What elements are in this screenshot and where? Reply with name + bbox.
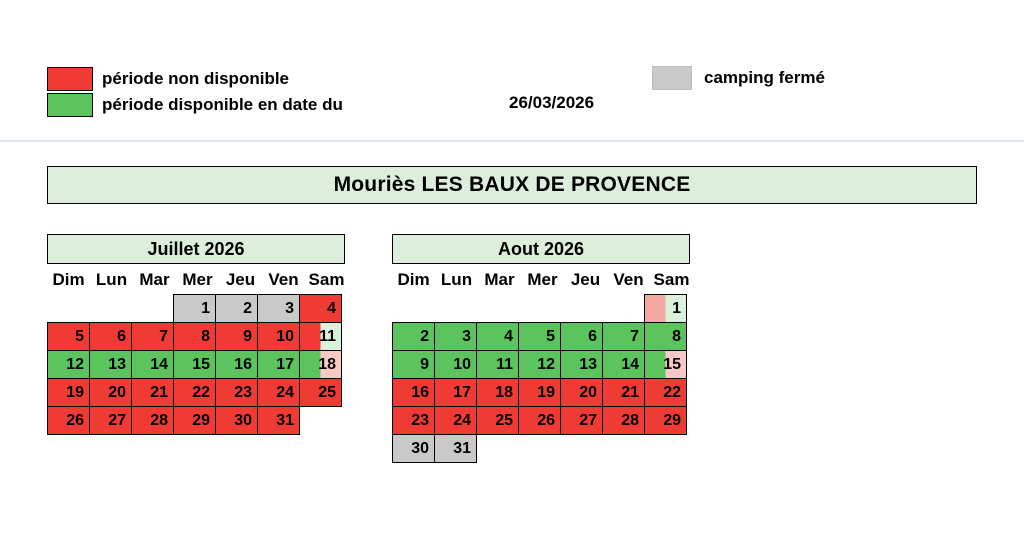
day-cell[interactable]: 14	[131, 350, 174, 379]
legend	[47, 66, 977, 118]
page-title: Mouriès LES BAUX DE PROVENCE	[333, 173, 691, 196]
month-calendar	[47, 234, 348, 462]
weekday-label: Lun	[95, 270, 128, 289]
day-cell[interactable]: 27	[89, 406, 132, 435]
day-cell[interactable]: 28	[602, 406, 645, 435]
day-cell[interactable]: 22	[644, 378, 687, 407]
day-cell[interactable]: 19	[518, 378, 561, 407]
weekday-header-row	[47, 270, 348, 290]
day-cell-empty	[476, 434, 519, 463]
legend-label-available: période disponible en date du	[102, 95, 343, 114]
week-row	[47, 406, 348, 434]
week-row	[392, 294, 693, 322]
day-cell[interactable]: 4	[299, 294, 342, 323]
week-row	[392, 434, 693, 462]
calendars-container	[47, 234, 693, 462]
day-cell[interactable]: 20	[560, 378, 603, 407]
week-row	[47, 294, 348, 322]
month-calendar	[392, 234, 693, 462]
weekday-label: Mar	[139, 270, 170, 289]
day-cell-empty	[560, 294, 603, 323]
week-row	[392, 406, 693, 434]
week-row	[47, 350, 348, 378]
weekday-label: Mar	[484, 270, 515, 289]
weekday-label: Dim	[52, 270, 85, 289]
day-cell[interactable]: 29	[173, 406, 216, 435]
day-cell[interactable]: 12	[47, 350, 90, 379]
day-cell-empty	[392, 294, 435, 323]
day-cell[interactable]: 3	[434, 322, 477, 351]
day-cell-empty	[644, 434, 687, 463]
legend-label-closed: camping fermé	[704, 68, 825, 87]
day-cell[interactable]: 21	[131, 378, 174, 407]
day-cell[interactable]: 25	[476, 406, 519, 435]
weekday-label: Ven	[268, 270, 299, 289]
legend-swatch-unavailable	[47, 67, 93, 91]
legend-reference-date: 26/03/2026	[509, 93, 595, 112]
day-cell[interactable]: 18	[299, 350, 342, 379]
weeks-grid	[47, 294, 348, 434]
legend-row-closed	[652, 66, 825, 90]
day-cell[interactable]: 27	[560, 406, 603, 435]
day-cell[interactable]: 12	[518, 350, 561, 379]
day-cell[interactable]: 20	[89, 378, 132, 407]
weekday-label: Sam	[308, 270, 345, 289]
legend-divider	[0, 140, 1024, 142]
day-cell[interactable]: 23	[392, 406, 435, 435]
day-cell[interactable]: 1	[173, 294, 216, 323]
day-cell[interactable]: 26	[47, 406, 90, 435]
day-cell[interactable]: 28	[131, 406, 174, 435]
day-cell[interactable]: 10	[257, 322, 300, 351]
weekday-header-row	[392, 270, 693, 290]
weeks-grid	[392, 294, 693, 462]
day-cell[interactable]: 2	[215, 294, 258, 323]
month-name: Juillet 2026	[147, 238, 245, 259]
day-cell[interactable]: 15	[173, 350, 216, 379]
day-cell[interactable]: 26	[518, 406, 561, 435]
weekday-label: Jeu	[570, 270, 601, 289]
week-row	[47, 322, 348, 350]
month-header	[47, 234, 345, 264]
day-cell[interactable]: 4	[476, 322, 519, 351]
day-cell[interactable]: 1	[644, 294, 687, 323]
day-cell[interactable]: 21	[602, 378, 645, 407]
day-cell-empty	[560, 434, 603, 463]
day-cell[interactable]: 11	[476, 350, 519, 379]
day-cell[interactable]: 29	[644, 406, 687, 435]
day-cell[interactable]: 31	[434, 434, 477, 463]
day-cell[interactable]: 2	[392, 322, 435, 351]
day-cell-empty	[518, 434, 561, 463]
day-cell-empty	[131, 294, 174, 323]
day-cell-empty	[602, 434, 645, 463]
weekday-label: Dim	[397, 270, 430, 289]
day-cell[interactable]: 5	[518, 322, 561, 351]
legend-swatch-available	[47, 93, 93, 117]
day-cell[interactable]: 19	[47, 378, 90, 407]
week-row	[47, 378, 348, 406]
day-cell[interactable]: 9	[215, 322, 258, 351]
day-cell[interactable]: 30	[215, 406, 258, 435]
day-cell[interactable]: 5	[47, 322, 90, 351]
day-cell[interactable]: 23	[215, 378, 258, 407]
day-cell[interactable]: 17	[434, 378, 477, 407]
legend-swatch-closed	[652, 66, 692, 90]
day-cell-empty	[602, 294, 645, 323]
day-cell[interactable]: 7	[131, 322, 174, 351]
day-cell[interactable]: 31	[257, 406, 300, 435]
day-cell[interactable]: 15	[644, 350, 687, 379]
weekday-label: Mer	[527, 270, 558, 289]
day-cell[interactable]: 25	[299, 378, 342, 407]
month-name: Aout 2026	[497, 238, 585, 259]
day-cell[interactable]: 24	[257, 378, 300, 407]
day-cell[interactable]: 10	[434, 350, 477, 379]
day-cell[interactable]: 17	[257, 350, 300, 379]
day-cell-empty	[434, 294, 477, 323]
weekday-label: Jeu	[225, 270, 256, 289]
weekday-label: Mer	[182, 270, 213, 289]
weekday-label: Sam	[653, 270, 690, 289]
day-cell-empty	[47, 294, 90, 323]
day-cell[interactable]: 8	[173, 322, 216, 351]
day-cell[interactable]: 13	[560, 350, 603, 379]
day-cell[interactable]: 30	[392, 434, 435, 463]
day-cell[interactable]: 18	[476, 378, 519, 407]
weekday-label: Lun	[440, 270, 473, 289]
week-row	[392, 378, 693, 406]
day-cell-empty	[476, 294, 519, 323]
day-cell[interactable]: 16	[215, 350, 258, 379]
day-cell[interactable]: 7	[602, 322, 645, 351]
day-cell-empty	[89, 294, 132, 323]
day-cell[interactable]: 6	[560, 322, 603, 351]
day-cell-empty	[518, 294, 561, 323]
day-cell[interactable]: 24	[434, 406, 477, 435]
legend-label-unavailable: période non disponible	[102, 69, 289, 88]
day-cell[interactable]: 9	[392, 350, 435, 379]
day-cell[interactable]: 6	[89, 322, 132, 351]
day-cell[interactable]: 22	[173, 378, 216, 407]
day-cell-empty	[299, 406, 342, 435]
week-row	[392, 322, 693, 350]
site-title-bar	[47, 166, 977, 204]
day-cell[interactable]: 14	[602, 350, 645, 379]
month-header	[392, 234, 690, 264]
legend-row-unavailable	[47, 66, 977, 92]
weekday-label: Ven	[613, 270, 644, 289]
day-cell[interactable]: 11	[299, 322, 342, 351]
week-row	[392, 350, 693, 378]
day-cell[interactable]: 8	[644, 322, 687, 351]
day-cell[interactable]: 3	[257, 294, 300, 323]
day-cell[interactable]: 13	[89, 350, 132, 379]
day-cell[interactable]: 16	[392, 378, 435, 407]
